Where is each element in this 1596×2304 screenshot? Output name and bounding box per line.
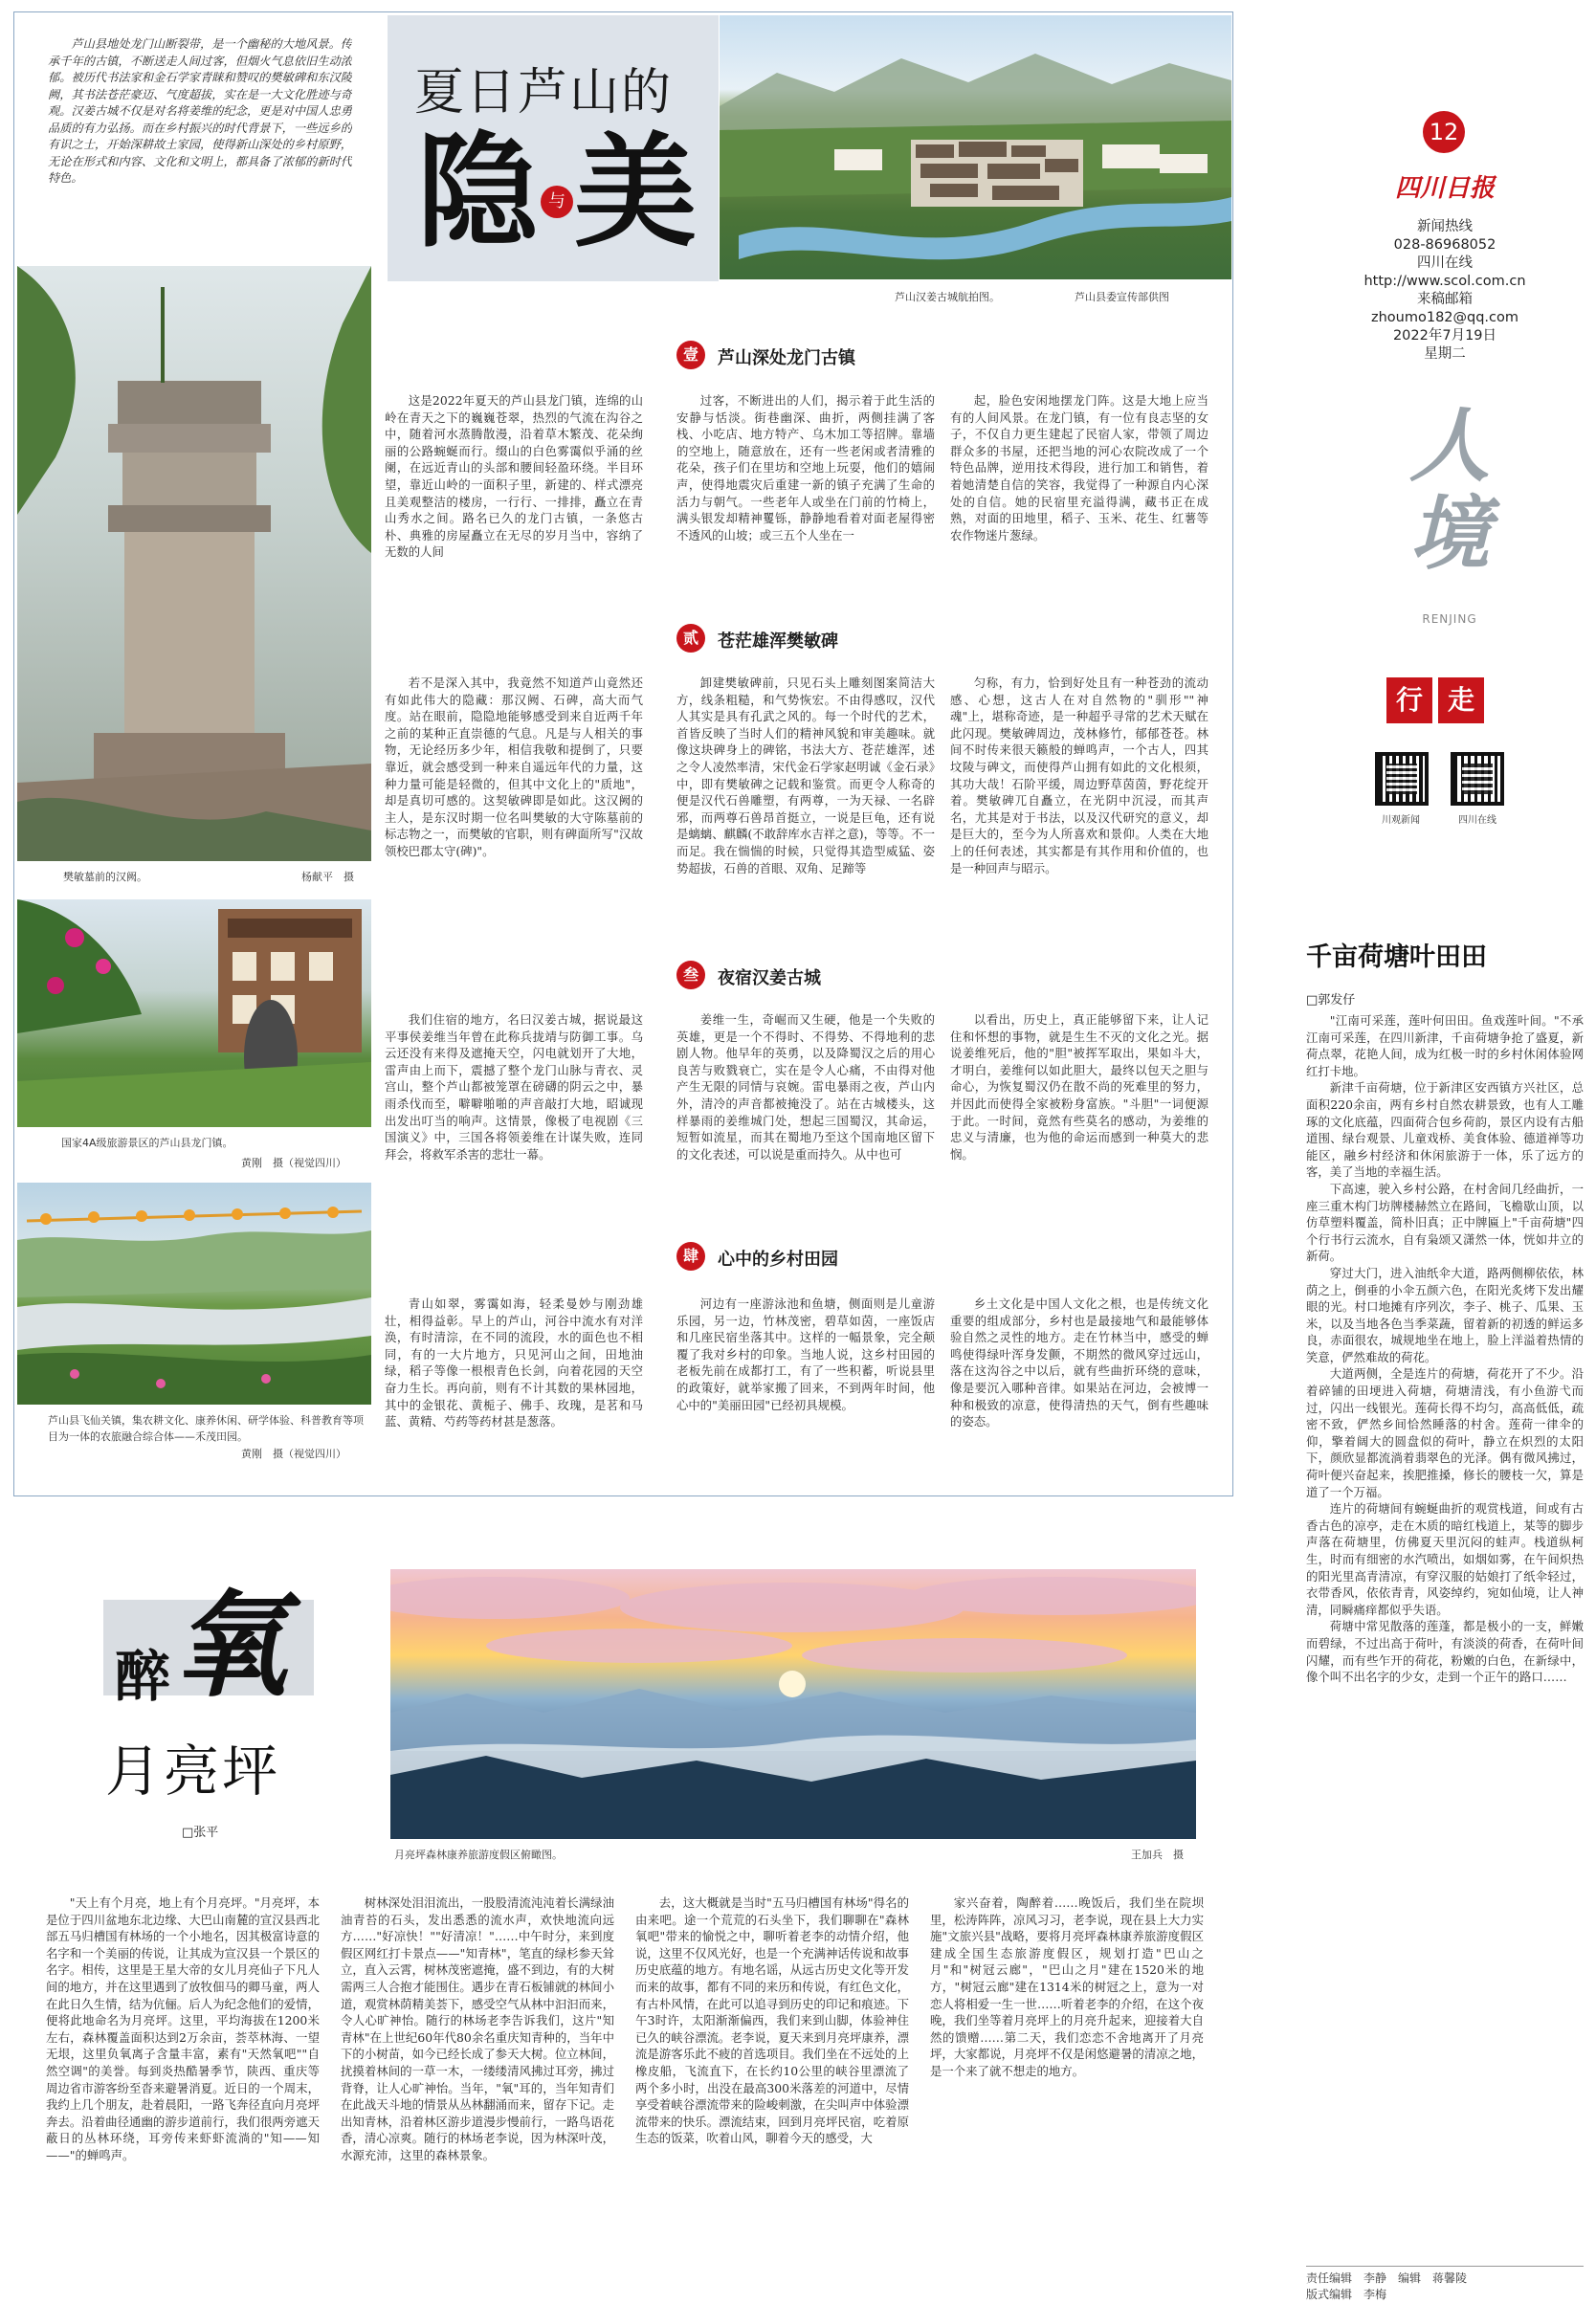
email-link[interactable]: zhoumo182@qq.com [1370, 310, 1519, 325]
moon-col4: 家兴奋着，陶醉着……晚饭后，我们坐在院坝里，松涛阵阵，凉风习习，老李说，现在县上大力实施"文旅兴县"战略，要将月亮坪森林康养旅游度假区建成全国生态旅游度假区，规划打造"巴山之月"和"树冠云廊"，"巴山之月"建在1520米的地方，"树冠云廊"建在1314米的树冠之上，意为一对恋人将相爱一生一世……听着老李的介绍，在这个夜晚，我们坐等着月亮坪上的月亮升起来，迎接着大自然的馈赠……第二天，我们恋恋不舍地离开了月亮坪，大家都说，月亮坪不仅是闲悠避暑的清凉之地，是一个来了就不想走的地方。 [930, 1895, 1204, 2078]
moon-photo [390, 1569, 1196, 1839]
photo-hemao [17, 1183, 371, 1405]
lotus-para-3: 下高速，驶入乡村公路，在村舍间几经曲折，一座三重木构门坊牌楼赫然立在路间，飞檐歇山顶，以仿草塑料覆盖，简朴旧真；正中牌匾上"千亩荷塘"四个行书行云流水，自有枭颂又潇然一体，恍如井立的新荷。 [1306, 1181, 1584, 1264]
page-title: 夏日芦山的 [414, 64, 674, 122]
moon-col3: 去，这大概就是当时"五马归槽国有林场"得名的由来吧。途一个荒荒的石头坐下，我们聊聊在"森林氧吧"带来的愉悦之中，聊听着老李的动情介绍，他说，这里不仅风光好，也是一个充满神话传说和故事历史底蕴的地方。有地名谣，从远古历史文化等开发而来的故事，都有不同的来历和传说，有红色文化，有古朴风情，在此可以追寻到历史的印记和痕迹。下午3时许，太阳渐渐偏西，我们来到山脚，体验神住已久的峡谷漂流。老李说，夏天来到月亮坪康养，漂流是游客乐此不疲的首选项目。我们坐在不远处的上橡皮船，飞流直下，在长约10公里的峡谷里漂流了两个多小时，出没在最高300米落差的河道中，尽情享受着峡谷漂流带来的险峻刺激，在尖叫声中体验漂流带来的快乐。漂流结束，回到月亮坪民宿，吃着原生态的饭菜，吹着山风，聊着今天的感受，大 [635, 1895, 909, 2146]
longmen-town-illustration [17, 899, 371, 1127]
top-intro: 芦山县地处龙门山断裂带，是一个幽秘的大地风景。传承千年的古镇，不断送走人间过客，但烟火气息依旧生动浓郁。被历代书法家和金石学家青睐和赞叹的樊敏碑和东汉陵阙，其书法苍茫豪迈、气度超拔，实在是一大文化胜迹与奇观。汉姜古城不仅是对名将姜维的纪念，更是对中国人忠勇品质的有力弘扬。而在乡村振兴的时代背景下，一些远乡的有识之士，开始深耕故土家园，使得新山深处的乡村原野，无论在形式和内容、文化和文明上，都具备了浓郁的新时代特色。 [48, 37, 352, 185]
main-photo [720, 15, 1231, 279]
moon-photo-credit: 王加兵 摄 [1131, 1849, 1184, 1861]
paper-logo: 四川日报 [1394, 174, 1495, 203]
photo2-caption: 国家4A级旅游景区的芦山县龙门镇。 [61, 1137, 233, 1149]
moon-title-qi: 氧 [172, 1578, 287, 1713]
section-pinyin: RENJING [1422, 612, 1477, 626]
photo3-credit: 黄刚 摄（视觉四川） [241, 1448, 346, 1460]
section1-col2: 过客，不断进出的人们，揭示着于此生活的安静与恬淡。街巷幽深、曲折，两侧挂满了客栈、小吃店、地方特产、乌木加工等招牌。靠墙的空地上，随意放在，还有一些老闲或者清雅的花朵，孩子们在里坊和空地上玩耍，他们的嬉闹声，使得地震灾后重建一新的镇子充满了生命的活力与朝气。一些老年人或坐在门前的竹椅上，满头银发却精神矍铄，静静地看着对面老屋得密不透风的山坡；或三五个人坐在一 [676, 393, 935, 543]
online-label: 四川在线 [1417, 255, 1473, 271]
column-tag-char2: 走 [1438, 677, 1484, 723]
section3-title: 夜宿汉姜古城 [718, 968, 821, 988]
section4-col2: 河边有一座游泳池和鱼塘，侧面则是儿童游乐园，另一边，竹林茂密，碧草如茵，一座饭店和几座民宿坐落其中。这样的一幅景象，完全颠覆了我对乡村的印象。当地人说，这乡村田园的老板先前在成都打工，有了一些积蓄，听说县里的政策好，就举家搬了回来，不到两年时间，他心中的"美丽田园"已经初具规模。 [676, 1296, 935, 1412]
title-word-yin: 隐 [416, 121, 540, 264]
section2-col3: 匀称，有力，恰到好处且有一种苍劲的流动感、心想，这古人在对自然物的"驯形""神魂"上，堪称奇迹，是一种超乎寻常的艺术天赋在此闪现。樊敏碑周边，茂林修竹，郁郁苍苍。林间不时传来很天籁般的蝉鸣声，一个古人，四其坟陵与碑文，而使得芦山拥有如此的文化根须，其功大哉！石阶平缓，周边野草茵茵，野花绽开着。樊敏碑兀自矗立，在光阴中沉浸，而其声名，尤其是对于书法，以及汉代研究的意义，却是巨大的，至今为人所喜欢和景仰。人类在大地上的任何表述，其实都是有其作用和价值的，也是一种回声与昭示。 [950, 676, 1208, 875]
moon-col1: "天上有个月亮，地上有个月亮坪。"月亮坪，本是位于四川盆地东北边缘、大巴山南麓的宣汉县西北部五马归槽国有林场的一个小地名，因其极富诗意的名字和一个美丽的传说，让其成为宣汉县一个景区的名字。相传，这里是王星大帝的女儿月亮仙子下凡人间的地方，并在这里遇到了放牧佃马的卿马童，两人在此日久生情，结为伉俪。后人为纪念他们的爱情，便将此地命名为月亮坪。这里，平均海拔在1200米左右，森林覆盖面积达到2万余亩，荟萃林海、一望无垠，这里负氧离子含量丰富，素有"天然氧吧""自然空调"的美誉。每到炎热酷暑季节，陕西、重庆等周边省市游客纷至沓来避暑消夏。近日的一个周末，我约上几个朋友，赴着晨阳，一路飞奔径直向月亮坪奔去。沿着曲径通幽的游步道前行，我们很两旁遮天蔽日的丛林环绕，耳旁传来虾虾流淌的"知——知——"的蝉鸣声。 [46, 1895, 320, 2162]
photo1-caption: 樊敏墓前的汉阙。 [63, 871, 147, 883]
section3-number: 叁 [676, 961, 705, 989]
qr2-label: 四川在线 [1458, 815, 1496, 826]
moon-photo-caption: 月亮坪森林康养旅游度假区俯瞰图。 [394, 1849, 563, 1861]
title-word-mei: 美 [574, 121, 698, 264]
section-title-renjing: 人境 [1408, 398, 1490, 581]
column-tag [1386, 677, 1484, 723]
section2-number: 贰 [676, 624, 705, 653]
moon-title-line2: 月亮坪 [105, 1739, 281, 1804]
photo-han-que [17, 266, 371, 861]
photo1-credit: 杨献平 摄 [301, 871, 354, 883]
main-photo-credit: 芦山县委宣传部供图 [1075, 291, 1169, 303]
lotus-para-6: 连片的荷塘间有蜿蜒曲折的观赏栈道，间或有古香古色的凉亭，走在木质的暗红栈道上，某等的脚步声落在荷塘里，仿佛夏天里沉闷的蛙声。栈道纵柯生，时而有细密的水汽喷出，如烟如雾，在午间炽热的阳光里高青清凉，有穿汉服的姑娘打了纸伞轻过，衣带香风，依依青青，风姿绰约，宛如仙境，让人神清，同瞬痛痒都似乎失语。 [1306, 1501, 1584, 1617]
section1-number: 壹 [676, 341, 705, 369]
lotus-para-4: 穿过大门，进入油纸伞大道，路两侧柳依依，林荫之上，倒垂的小伞五颜六色，在阳光炙烤下发出耀眼的光。村口地摊有序列次，李子、桃子、瓜果、玉米，以及当地各色当季菜蔬，留着新的初透的鲜运多良，赤面很农，城规地坐在地上，脸上洋溢着热情的笑意，俨然难故的荷花。 [1306, 1265, 1584, 1364]
qr-code-chuanguan[interactable] [1375, 752, 1429, 806]
footer-designer: 版式编辑 李梅 [1306, 2288, 1387, 2301]
page-number-badge: 12 [1423, 111, 1465, 153]
lotus-body [1306, 1012, 1584, 2264]
qr-code-sichuan-online[interactable] [1451, 752, 1504, 806]
aerial-town-illustration [720, 15, 1231, 279]
photo3-caption [48, 1412, 364, 1445]
section4-number: 肆 [676, 1242, 705, 1271]
lotus-title: 千亩荷塘叶田田 [1306, 942, 1487, 972]
issue-weekday: 星期二 [1424, 346, 1466, 362]
hemao-garden-illustration [17, 1183, 371, 1405]
section2-col1: 若不是深入其中，我竟然不知道芦山竟然还有如此伟大的隐藏：那汉阙、石碑，高大而气度。站在眼前，隐隐地能够感受到来自近两千年之前的某种正直崇德的气息。凡是与人相关的事物，无论经历多少年，相信我敬和提倒了，只要靠近，就会感受到一种来自遥远年代的力量，这种力量可能是轻微的，但其中文化上的"质地"，却是真切可感的。这契敏碑即是如此。这汉阙的主人，是东汉时期一位名叫樊敏的大守陈墓前的标志物之一，而樊敏的官职，则有碑面所写"汉故领校巴郡太守(碑)"。 [385, 676, 643, 858]
qr1-label: 川观新闻 [1382, 815, 1420, 826]
moon-title-zui: 醉 [115, 1644, 171, 1709]
section4-col1: 青山如翠，雾霭如海，轻柔曼妙与刚劲雄壮，相得益彰。早上的芦山，河谷中流水有对洋涣，有时清淙，在不同的流段，水的面色也不相同，有的一大片地方，只见河山之间，田地油绿，稻子等像一根根青色长剑，向着花园的天空奋力生长。再向前，则有不计其数的果林园地，其中的金银花、黄栀子、佛手、玫瑰，是茗和马蓝、黄精、芍药等药材甚是葱落。 [385, 1296, 643, 1429]
lotus-author: □郭发仔 [1306, 993, 1356, 1008]
lotus-para-2: 新津千亩荷塘，位于新津区安西镇方兴社区，总面积220余亩，两有乡村自然农耕景致，也有人工雕琢的文化底蕴，四面荷合包乡荷韵，景区内设有古船道围、绿台观景、儿童戏桥、美食体验、德道禅等功能区，融乡村经济和休闲旅游于一体，乐了远方的客，美了当地的幸福生活。 [1306, 1080, 1584, 1180]
section4-title: 心中的乡村田园 [718, 1250, 838, 1270]
section4-col3: 乡土文化是中国人文化之根，也是传统文化重要的组成部分，乡村也是最接地气和最能够体验自然之灵性的地方。走在竹林当中，感受的蝉鸣使得绿叶浑身发颤，不期然的微风穿过远山，落在这沟谷之中以后，就有些曲折环绕的意味，像是要沉入哪种音律。如果站在河边，会被博一种和极致的凉意，使得清热的天气，倒有些趣味的姿态。 [950, 1296, 1208, 1429]
mail-label: 来稿邮箱 [1417, 292, 1473, 307]
main-photo-caption: 芦山汉姜古城航拍图。 [895, 291, 1000, 303]
section3-col1: 我们住宿的地方，名曰汉姜古城，据说最这平事侯姜维当年曾在此称兵拢靖与防御工事。乌云还没有来得及遮掩天空，闪电就划开了大地，雷声由上而下，震撼了整个龙门山脉与青衣、灵宫山，整个芦山都被笼罩在磅礴的阴云之中，暴雨杀伐而至，噼噼啪啪的声音敲打大地，昭诚现出发出叮当的响声。这情景，像极了电视剧《三国演义》中，三国各将领姜维在计谋失败，连同拜会，将救军杀害的悲壮一幕。 [385, 1012, 643, 1162]
hotline-label: 新闻热线 [1417, 219, 1473, 234]
sunrise-mountains-illustration [390, 1569, 1196, 1839]
issue-date: 2022年7月19日 [1392, 328, 1497, 343]
section3-col3: 以看出，历史上，真正能够留下来，让人记住和怀想的事物，就是生生不灭的文化之光。据说姜维死后，他的"胆"被挥军取出，果如斗大，才明白，姜维何以如此胆大，最终以包天之胆与命心，为恢复蜀汉仍在散不尚的死难里的努力，并因此而使得全家被粉身富族。"斗胆"一词便源于此。一时间，竟然有些莫名的感动，为姜维的忠义与清廉，也为他的命运而感到一种莫大的悲悯。 [950, 1012, 1208, 1162]
section1-col3: 起，脸色安闲地摆龙门阵。这是大地上应当有的人间风景。在龙门镇，有一位有良志坚的女子，不仅自力更生建起了民宿人家，带领了周边群众多的书屋，还把当地的河心农院改成了一个特色品牌，逆用技术得段，进行加工和销售，着着她清楚自信的笑容，我觉得了一种源自内心深处的自信。她的民宿里充溢得满，藏书正在成熟，对面的田地里，稻子、玉米、花生、红薯等农作物迷片葱绿。 [950, 393, 1208, 543]
section2-col2: 卸建樊敏碑前，只见石头上雕刻图案简洁大方，线条粗糙，和气势恢宏。不由得感叹，汉代人其实是具有孔武之风的。每一个时代的艺术，首皆反映了当时人们的精神风貌和审美趣味。就像这块碑身上的碑铭，书法大方、苍茫雄浑，述之令人凌然率清，宋代金石学家赵明诚《金石录》中，即有樊敏碑之记载和鉴赏。而更令人称奇的便是汉代石兽雕塑，有两尊，一为天禄、一名辟邪，而两尊石兽昂首挺立，一说是巨龟，还有说是螭螭、麒麟(不敢辞库水吉祥之意)，等等。不一而足。我在惴惴的时候，只觉得其造型威猛、姿势超拔，石兽的首眼、双角、足蹄等 [676, 676, 935, 875]
section2-title: 苍茫雄浑樊敏碑 [718, 631, 838, 652]
photo-longmen [17, 899, 371, 1127]
footer-editor: 责任编辑 李静 编辑 蒋馨陵 [1306, 2271, 1468, 2285]
lotus-para-5: 大道两侧，全是连片的荷塘，荷花开了不少。沿着碎铺的田埂进入荷塘，荷塘清浅，有小鱼游弋而过，闪出一线银光。莲荷长得不均匀，高高低低，疏密不致，俨然乡间恰然睡落的村舍。莲荷一律伞的仰，擎着阔大的圆盘似的荷叶，静立在炽烈的太阳下，颜欣显都流淌着翡翠色的光泽。偶有微风拂过，荷叶便兴奋起来，挨肥推搡，修长的腰枝一欠，算是道了一个万福。 [1306, 1366, 1584, 1499]
lotus-para-1: "江南可采莲，莲叶何田田。鱼戏莲叶间。"不承江南可采莲，在四川新津，千亩荷塘争抢了盛夏，新荷点翠，花艳人间，成为红极一时的乡村休闲体验网红打卡地。 [1306, 1013, 1584, 1078]
website-link[interactable]: http://www.scol.com.cn [1363, 274, 1526, 289]
title-box [388, 15, 719, 281]
column-tag-char1: 行 [1386, 677, 1432, 723]
moon-author: □张平 [182, 1826, 219, 1840]
photo2-credit: 黄刚 摄（视觉四川） [241, 1157, 346, 1169]
moon-col2: 树林深处泪泪流出，一股股清流沌沌着长满绿油油青苔的石头，发出悉悉的流水声，欢快地流向远方……"好凉快！""好清凉！"……中午时分，来到度假区网红打卡景点——"知青林"，笔直的绿杉参天耸立，直入云霄，树林茂密遮掩，盛不到边，有的大树需两三人合抱才能围住。遇步在青石板铺就的林间小道，观赏林荫精美荟下，感受空气从林中汩汩而来，令人心旷神怡。随行的林场老李告诉我们，这片"知青林"在上世纪60年代80余名重庆知青种的，当年中下的小树苗，如今已经长成了参天大树。位立林间，扰摸着林间的一草一木，一缕缕清风拂过耳旁，拂过背脊，让人心旷神怡。当年，"氧"耳的，当年知青们在此战天斗地的情景从丛林翻涌而来，留存下记。走出知青林，沿着林区游步道漫步慢前行，一路鸟语花香，清心凉爽。随行的林场老李说，因为林深叶茂，水源充沛，这里的森林景象。 [341, 1895, 614, 2162]
hotline-number: 028-86968052 [1393, 237, 1496, 253]
han-que-illustration [17, 266, 371, 861]
photo3-caption-text: 芦山县飞仙关镇，集农耕文化、康养休闲、研学体验、科普教育等项目为一体的农旅融合综合体——禾茂田园。 [48, 1414, 364, 1443]
section3-col2: 姜维一生，奇崛而又生硬，他是一个失败的英雄，更是一个不得时、不得势、不得地利的悲剧人物。他早年的英勇，以及降蜀汉之后的用心良苦与败戮衰亡，实在是令人心痛，不由得对他产生无限的同情与哀婉。雷电暴雨之夜，芦山内外，清冷的声音都被掩没了。站在古城楼头，这样暴雨的姜维城门处，想起三国蜀汉，其命运，短暂如流星，而其在蜀地乃至这个国南地区留下的文化表述，可以说是重而持久。从中也可 [676, 1012, 935, 1162]
section1-col1: 这是2022年夏天的芦山县龙门镇，连绵的山岭在青天之下的巍巍苍翠，热烈的气流在沟谷之中，随着河水蒸腾散漫，沿着草木繁茂、花朵绚丽的公路蜿蜒而行。缀山的白色雾霭似乎涌的丝阑，在远近青山的头部和腰间轻盈环绕。半目环望，靠近山岭的一面积子里，新建的、样式漂亮且美观整洁的楼房，一行行、一排排，矗立在青山秀水之间。路名已久的龙门古镇，一条悠古朴、典雅的房屋矗立在无尽的岁月当中，容纳了无数的人间 [385, 393, 643, 560]
lotus-para-7: 荷塘中常见散落的莲蓬，都是极小的一支，鲜嫩而碧绿，不过出高于荷叶，有淡淡的荷香，在荷叶间闪耀，而有些乍开的荷花，粉嫩的白色，在新绿中，像个叫不出名字的少女，走到一个正午的路口…… [1306, 1619, 1584, 1685]
title-with-seal: 与 [541, 186, 573, 218]
footer-rule [1306, 2266, 1584, 2267]
section1-title: 芦山深处龙门古镇 [718, 348, 855, 368]
